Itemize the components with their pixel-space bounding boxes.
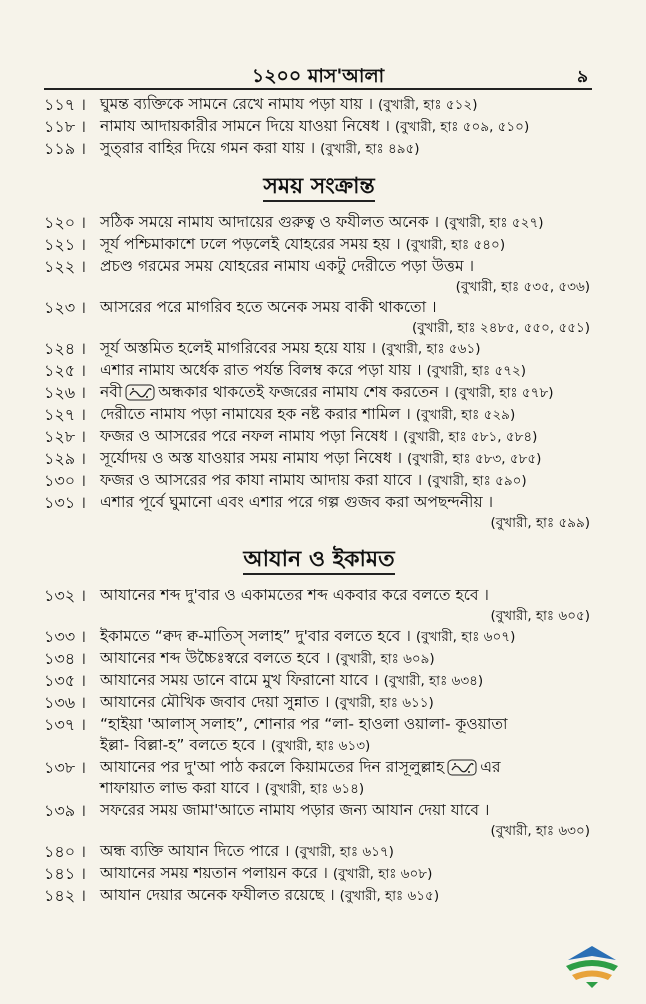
salawat-calligraphy-icon [125,384,155,401]
item-text: আযানের সময় ডানে বামে মুখ ফিরানো যাবে । [100,671,379,689]
item-text: সূর্য অস্তমিত হলেই মাগরিবের সময় হয়ে যায় । [100,339,377,357]
item-number: ১৩৫ । [44,671,86,690]
item-number: ১৩৩ । [44,627,86,646]
item-text: “হাইয়া 'আলাস্‌ সলাহ”, শোনার পর “লা- হাওলা ওয়ালা- কূওয়াতা [100,715,508,733]
list-item [44,448,594,470]
list-item [44,670,594,692]
item-text: সুত্‌রার বাহির দিয়ে গমন করা যায় । [100,139,316,157]
item-number: ১১৮ । [44,117,86,136]
item-number: ১৪২ । [44,886,86,905]
page-header [44,58,592,90]
item-number: ১৩০ । [44,471,86,490]
item-number: ১৪১ । [44,864,86,883]
item-number: ১৩৪ । [44,649,86,668]
book-title: ১২০০ মাস'আলা [251,65,385,87]
item-text: সঠিক সময়ে নামায আদায়ের গুরুত্ব ও ফযীলত অনেক । [100,213,440,231]
section-heading-adhan-iqamah: আযান ও ইকামত [44,545,594,575]
item-text: ফজর ও আসরের পর কাযা নামায আদায় করা যাবে । [100,471,423,489]
item-text: দেরীতে নামায পড়া নামাযের হক নষ্ট করার শামিল । [100,405,411,423]
item-reference: (বুখারী, হাঃ ৬০৯) [335,651,435,667]
item-text: অন্ধ ব্যক্তি আযান দিতে পারে । [100,842,290,860]
item-text: সূর্যোদয় ও অস্ত যাওয়ার সময় নামায পড়া নিষেধ । [100,449,403,467]
item-number: ১৩২ । [44,586,86,605]
list-item [44,648,594,670]
list-item [44,234,594,256]
item-text: আযানের পর দু'আ পাঠ করলে কিয়ামতের দিন রাসূলুল্লাহ [100,758,445,776]
list-item [44,841,594,863]
item-reference: (বুখারী, হাঃ ৫৯৯) [490,515,590,531]
item-number: ১২১ । [44,235,86,254]
list-item [44,212,594,234]
item-reference: (বুখারী, হাঃ ৬০৮) [332,866,433,882]
page-number: ৯ [576,67,588,87]
item-reference: (বুখারী, হাঃ ৫৬১) [381,341,481,357]
item-number: ১২৫ । [44,361,86,380]
item-text: ঘুমন্ত ব্যক্তিকে সামনে রেখে নামায পড়া যায় । [100,95,374,113]
item-reference: (বুখারী, হাঃ ৫৯০) [427,473,527,489]
item-text: আযানের শব্দ উচ্চৈঃস্বরে বলতে হবে । [100,649,331,667]
item-reference: (বুখারী, হাঃ ৫০৯, ৫১০) [394,119,530,135]
item-reference: (বুখারী, হাঃ ৫৮১, ৫৮৪) [403,429,538,445]
item-text: আসরের পরে মাগরিব হতে অনেক সময় বাকী থাকতো । [100,298,437,316]
item-text: আযানের মৌখিক জবাব দেয়া সুন্নাত । [100,693,330,711]
list-item [44,297,594,318]
page-content [44,94,594,907]
item-reference: (বুখারী, হাঃ ৬১৫) [339,888,440,904]
item-number: ১৩৮ । [44,758,86,777]
item-reference: (বুখারী, হাঃ ৬১৭) [294,844,394,860]
item-number: ১৩৬ । [44,693,86,712]
item-text: ইকামতে “ক্বদ ক্ব-মাতিস্‌ সলাহ” দু'বার বলতে হবে । [100,627,411,645]
item-text: এশার পূর্বে ঘুমানো এবং এশার পরে গল্প গুজব করা অপছন্দনীয় । [100,493,494,511]
item-reference: (বুখারী, হাঃ ৫৭২) [426,363,527,379]
item-number: ১৩৯ । [44,801,86,820]
list-item [44,138,594,160]
list-item [44,116,594,138]
item-text: আযানের সময় শয়তান পলায়ন করে । [100,864,328,882]
item-number: ১৩৭ । [44,715,86,734]
section-heading-timing: সময় সংক্রান্ত [44,172,594,202]
item-text: আযান দেয়ার অনেক ফযীলত রয়েছে । [100,886,335,904]
item-number: ১২৩ । [44,298,86,317]
list-item [44,714,594,757]
item-reference: (বুখারী, হাঃ ৪৯৫) [320,141,420,157]
item-number: ১২৭ । [44,405,86,424]
item-reference: (বুখারী, হাঃ ২৪৮৫, ৫৫০, ৫৫১) [412,320,590,336]
list-item [44,492,594,513]
item-text: নবী [100,383,123,401]
salawat-calligraphy-icon [447,759,477,776]
item-reference: (বুখারী, হাঃ ৫২৭) [443,215,544,231]
list-item [44,360,594,382]
item-reference: (বুখারী, হাঃ ৬০৫) [490,608,590,624]
item-reference: (বুখারী, হাঃ ৫৮৩, ৫৮৫) [407,451,542,467]
item-number: ১১৯ । [44,139,86,158]
item-text: এর [480,758,501,776]
list-item [44,757,594,800]
item-number: ১২৬ । [44,383,86,402]
item-reference: (বুখারী, হাঃ ৬১৩) [270,738,371,754]
list-item [44,885,594,907]
item-number: ১৪০ । [44,842,86,861]
item-reference: (বুখারী, হাঃ ৫৩৫, ৫৩৬) [455,279,590,295]
item-text: নামায আদায়কারীর সামনে দিয়ে যাওয়া নিষেধ । [100,117,390,135]
list-item [44,404,594,426]
list-item [44,692,594,714]
item-text: ইল্লা- বিল্লা-হ” বলতে হবে । [100,736,266,754]
item-text: আযানের শব্দ দু'বার ও একামতের শব্দ একবার করে বলতে হবে । [100,586,489,604]
item-reference: (বুখারী, হাঃ ৫১২) [377,97,478,113]
item-text: ফজর ও আসরের পরে নফল নামায পড়া নিষেধ । [100,427,399,445]
item-reference: (বুখারী, হাঃ ৬৩০) [490,823,590,839]
item-number: ১২৮ । [44,427,86,446]
item-reference: (বুখারী, হাঃ ৫৪০) [405,237,506,253]
list-item [44,338,594,360]
item-reference: (বুখারী, হাঃ ৬১৪) [264,781,365,797]
item-text: সূর্য পশ্চিমাকাশে ঢলে পড়লেই যোহরের সময় হয় । [100,235,401,253]
item-number: ১২৪ । [44,339,86,358]
list-item [44,800,594,821]
item-text: শাফায়াত লাভ করা যাবে । [100,779,260,797]
list-item [44,626,594,648]
item-number: ১৩১ । [44,493,86,512]
publisher-logo-icon [556,940,628,990]
item-text: অন্ধকার থাকতেই ফজরের নামায শেষ করতেন । [158,383,450,401]
item-number: ১১৭ । [44,95,86,114]
item-text: এশার নামায অর্ধেক রাত পর্যন্ত বিলম্ব করে পড়া যায় । [100,361,422,379]
list-item [44,585,594,606]
item-reference: (বুখারী, হাঃ ৬০৭) [415,629,516,645]
item-number: ১২৯ । [44,449,86,468]
item-reference: (বুখারী, হাঃ ৫২৯) [415,407,516,423]
item-reference: (বুখারী, হাঃ ৬১১) [334,695,434,711]
item-number: ১২০ । [44,213,86,232]
list-item [44,382,594,404]
item-reference: (বুখারী, হাঃ ৫৭৮) [453,385,554,401]
item-text: সফরের সময় জামা'আতে নামায পড়ার জন্য আযান দেয়া যাবে । [100,801,490,819]
list-item [44,256,594,277]
list-item [44,470,594,492]
list-item [44,426,594,448]
item-text: প্রচণ্ড গরমের সময় যোহরের নামায একটু দেরীতে পড়া উত্তম । [100,257,475,275]
item-reference: (বুখারী, হাঃ ৬৩৪) [383,673,484,689]
item-number: ১২২ । [44,257,86,276]
list-item [44,863,594,885]
list-item [44,94,594,116]
